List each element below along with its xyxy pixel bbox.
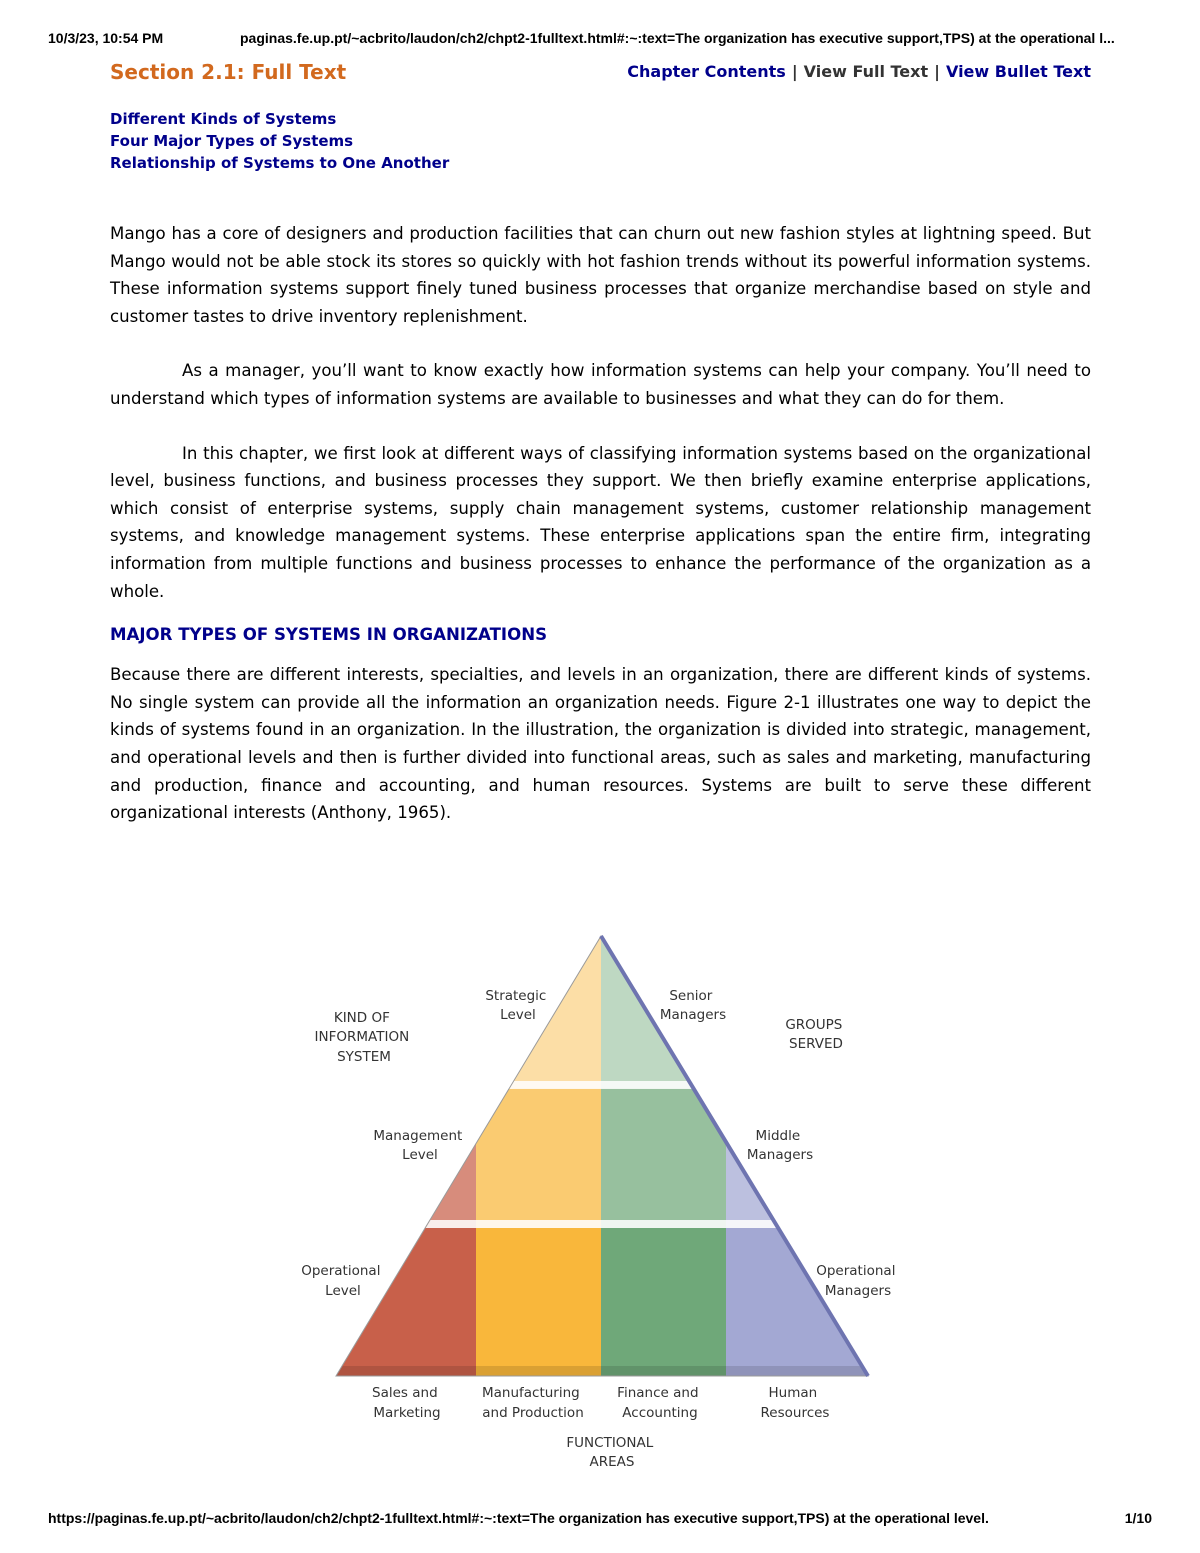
figure-2-1-pyramid xyxy=(296,928,896,1473)
label-human-resources: Human Resources xyxy=(760,1385,830,1421)
paragraph-major-types: Because there are different interests, specialties, and levels in an organization, there are different kinds of systems. No single system can provide all the information an organization needs. Figure 2-1 illustrates one way to depict the kinds of systems found in an organization. In the illustration, the organization is divided into strategic, management, and operational levels and then is further divided into functional areas, such as sales and marketing, manufacturing and production, finance and accounting, and human resources. Systems are built to serve these different organizational interests (Anthony, 1965). xyxy=(110,665,1091,823)
print-url: paginas.fe.up.pt/~acbrito/laudon/ch2/chpt2-1fulltext.html#:~:text=The organization has executive support,TPS) at the operational l... xyxy=(240,30,1115,46)
label-senior-managers: Senior Managers xyxy=(659,988,727,1023)
chapter-contents-link[interactable]: Chapter Contents xyxy=(627,62,786,81)
label-groups-served: GROUPS SERVED xyxy=(785,1017,843,1052)
pyramid-diagram xyxy=(296,928,896,1473)
paragraph-chapter-intro: In this chapter, we first look at different ways of classifying information systems based on the organizational level, business functions, and business processes they support. We then briefly examine enterprise applications, which consist of enterprise systems, supply chain management systems, customer relationship management systems, and knowledge management systems. These enterprise applications span the entire firm, integrating information from multiple functions and business processes to enhance the performance of the organization as a whole. xyxy=(110,443,1091,601)
page-content xyxy=(110,58,1091,827)
section-toc xyxy=(110,108,1091,174)
management-divider xyxy=(296,1220,896,1228)
title-row xyxy=(110,58,1091,92)
label-kind-of-is: KIND OF INFORMATION SYSTEM xyxy=(314,1010,410,1065)
nav-separator: | xyxy=(791,62,798,81)
paragraph-mango: Mango has a core of designers and production facilities that can churn out new fashion styles at lightning speed. But Mango would not be able stock its stores so quickly with hot fashion trends without its powerful information systems. These information systems support finely tuned business processes that organize merchandise based on style and customer tastes to drive inventory replenishment. xyxy=(110,224,1091,326)
print-footer xyxy=(48,1510,1152,1530)
label-manufacturing-production: Manufacturing and Production xyxy=(481,1385,584,1421)
print-footer-url: https://paginas.fe.up.pt/~acbrito/laudon/ch2/chpt2-1fulltext.html#:~:text=The organization has executive support,TPS) at the operational level. xyxy=(48,1510,989,1526)
label-middle-managers: Middle Managers xyxy=(746,1128,814,1163)
label-operational-managers: Operational Managers xyxy=(816,1263,896,1299)
label-finance-accounting: Finance and Accounting xyxy=(617,1385,699,1421)
paragraph-manager: As a manager, you’ll want to know exactly how information systems can help your company. You’ll need to understand which types of information systems are available to businesses and what they can do for them. xyxy=(110,361,1091,408)
heading-major-types: MAJOR TYPES OF SYSTEMS IN ORGANIZATIONS xyxy=(110,625,548,645)
page-number: 1/10 xyxy=(1124,1510,1152,1526)
view-bullet-text-link[interactable]: View Bullet Text xyxy=(945,62,1091,81)
label-management-level: Management Level xyxy=(373,1128,463,1163)
chapter-nav xyxy=(627,62,1091,81)
label-operational-level: Operational Level xyxy=(301,1263,381,1299)
sales-column xyxy=(296,928,476,1388)
label-functional-areas: FUNCTIONAL AREAS xyxy=(566,1435,654,1470)
toc-link-relationship[interactable]: Relationship of Systems to One Another xyxy=(110,154,450,172)
nav-separator: | xyxy=(934,62,940,81)
toc-link-different-kinds[interactable]: Different Kinds of Systems xyxy=(110,110,337,128)
view-full-text-current: View Full Text xyxy=(803,62,929,81)
print-header xyxy=(48,30,1152,50)
strategic-divider xyxy=(296,1081,896,1089)
print-datetime: 10/3/23, 10:54 PM xyxy=(48,30,164,46)
label-sales-marketing: Sales and Marketing xyxy=(372,1385,441,1421)
toc-link-four-major-types[interactable]: Four Major Types of Systems xyxy=(110,132,354,150)
section-title: Section 2.1: Full Text xyxy=(110,60,347,84)
label-strategic-level: Strategic Level xyxy=(485,988,547,1023)
